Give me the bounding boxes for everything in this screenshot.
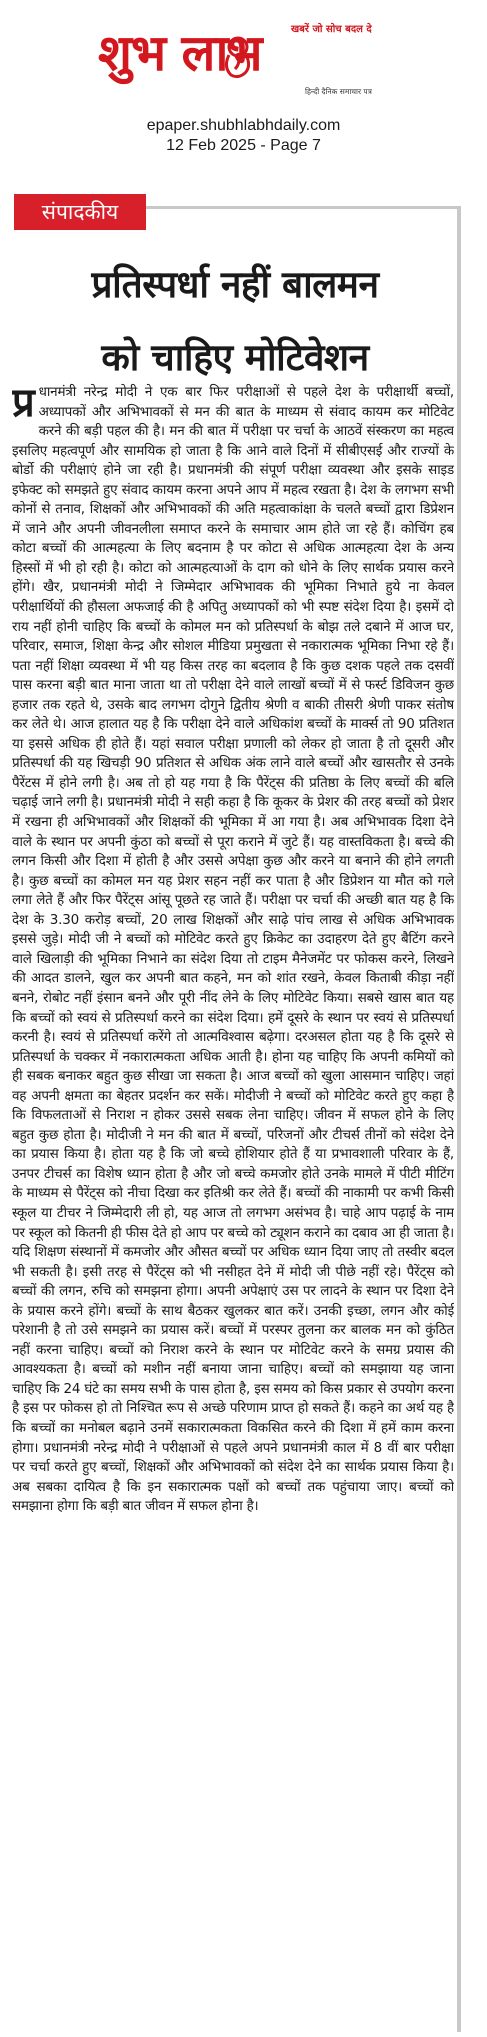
article-body <box>12 383 454 2028</box>
logo-subline: हिन्दी दैनिक समाचार पत्र <box>305 87 372 96</box>
section-divider <box>146 206 460 209</box>
article-body-text: धानमंत्री नरेन्द्र मोदी ने एक बार फिर परीक्षाओं से पहले देश के परीक्षार्थी बच्चों, अध्यापकों और अभिभावकों से मन की बात के माध्यम से संवाद कायम कर मोटिवेट करने की बड़ी पहल की है। मन की बात में परीक्षा पर चर्चा के आठवें संस्करण का महत्व इसलिए महत्वपूर्ण और सामयिक हो जाता है कि आने वाले दिनों में सीबीएसई और राज्यों के बोर्डो की परीक्षाएं होने जा रही है। प्रधानमंत्री की संपूर्ण परीक्षा व्यवस्था और इसके साइड इफेक्ट को समझते हुए संवाद कायम करना अपने आप में महत्व रखता है। देश के लगभग सभी कोनों से तनाव, शिक्षकों और अभिभावकों की अति महत्वाकांक्षा के चलते बच्चों द्वारा डिप्रेशन में जाने और अपनी जीवनलीला समाप्त करने के समाचार आम होते जा रहे हैं। कोचिंग हब कोटा बच्चों की आत्महत्या के लिए बदनाम है पर कोटा से अधिक आत्महत्या देश के अन्य हिस्सों में भी हो रही है। कोटा को आत्महत्याओं के दाग को धोने के लिए सार्थक प्रयास करने होंगे। खैर, प्रधानमंत्री मोदी ने जिम्मेदार अभिभावक की भूमिका निभाते हुये ना केवल परीक्षार्थियों की हौसला अफजाई की है अपितु अध्यापकों को भी स्पष्ट संदेश दिया है। इसमें दो राय नहीं होनी चाहिए कि बच्चों के कोमल मन को प्रतिस्पर्धा के बोझ तले दबाने में आज घर, परिवार, समाज, शिक्षा केन्द्र और सोशल मीडिया प्रमुखता से नकारात्मक भूमिका निभा रहे हैं। पता नहीं शिक्षा व्यवस्था में भी यह किस तरह का बदलाव है कि कुछ दशक पहले तक दसवीं पास करना बड़ी बात माना जाता था तो परीक्षा देने वाले लाखों बच्चों में से फर्स्ट डिविजन कुछ हजार तक रहते थे, उसके बाद लगभग दोगुने द्वितीय श्रेणी व बाकी तीसरी श्रेणी पाकर संतोष कर लेते थे। आज हालात यह है कि परीक्षा देने वाले अधिकांश बच्चों के मार्क्स तो 90 प्रतिशत या इससे अधिक ही होते हैं। यहां सवाल परीक्षा प्रणाली को लेकर हो जाता है तो दूसरी और प्रतिस्पर्धा की यह खिचड़ी 90 प्रतिशत से अधिक अंक लाने वाले बच्चों और खासतौर से उनके पैरेंटस में होने लगी है। अब तो हो यह गया है कि पैरेंट्स की प्रतिष्ठा के लिए बच्चों की बलि चढ़ाई जाने लगी है। प्रधानमंत्री मोदी ने सही कहा है कि कूकर के प्रेशर की तरह बच्चों को प्रेशर में रखना ही अभिभावकों और शिक्षकों की भूमिका में आ गया है। अब अभिभावक दिशा देने वाले के स्थान पर अपनी कुंठा को बच्चों से पूरा कराने में जुटे हैं। यह वास्तविकता है। बच्चे की लगन किसी और दिशा में होती है और उससे अपेक्षा कुछ और करने या बनाने की होने लगती है। कुछ बच्चों का कोमल मन यह प्रेशर सहन नहीं कर पाता है और डिप्रेशन या मौत को गले लगा लेते हैं और फिर पैरेंट्स आंसू पूछते रह जाते हैं। परीक्षा पर चर्चा की अच्छी बात यह है कि देश के 3.30 करोड़ बच्चों, 20 लाख शिक्षकों और साढ़े पांच लाख से अधिक अभिभावक इससे जुड़े। मोदी जी ने बच्चों को मोटिवेट करते हुए क्रिकेट का उदाहरण देते हुए बैटिंग करने वाले खिलाड़ी की भूमिका निभाने का संदेश दिया तो टाइम मैनेजमेंट पर फोकस करने, लिखने की आदत डालने, खुल कर अपनी बात कहने, मन को शांत रखने, केवल किताबी कीड़ा नहीं बनने, रोबोट नहीं इंसान बनने और पूरी नींद लेने के लिए मोटिवेट किया। सबसे खास बात यह कि बच्चों को स्वयं से प्रतिस्पर्धा करने का संदेश दिया। हमें दूसरे के स्थान पर स्वयं से प्रतिस्पर्धा करनी है। स्वयं से प्रतिस्पर्धा करेंगे तो आत्मविश्वास बढ़ेगा। दरअसल होता यह है कि दूसरे से प्रतिस्पर्धा के चक्कर में नकारात्मकता अधिक आती है। होना यह चाहिए कि अपनी कमियों को ही सबक बनाकर बहुत कुछ सीखा जा सकता है। आज बच्चों को खुला आसमान चाहिए। जहां वह अपनी क्षमता का बेहतर प्रदर्शन कर सकें। मोदीजी ने बच्चों को मोटिवेट करते हुए कहा है कि विफलताओं से निराश न होकर उससे सबक लेना चाहिए। जीवन में सफल होने के लिए बहुत कुछ होता है। मोदीजी ने मन की बात में बच्चों, परिजनों और टीचर्स तीनों को संदेश देने का प्रयास किया है। होता यह है कि जो बच्चे होशियार होते हैं या प्रभावशाली परिवार के हैं, उनपर टीचर्स का विशेष ध्यान होता है और जो बच्चे कमजोर होते उनके मामले में पीटी मीटिंग के माध्यम से पैरेंट्स को नीचा दिखा कर इतिश्री कर लेते हैं। बच्चों की नाकामी पर कभी किसी स्कूल या टीचर ने जिम्मेदारी ली हो, यह आज तो लगभग असंभव है। चाहे आप पढ़ाई के नाम पर स्कूल को कितनी ही फीस देते हो आप पर बच्चे को ट्यूशन कराने का दबाव आ ही जाता है। यदि शिक्षण संस्थानों में कमजोर और औसत बच्चों पर अधिक ध्यान दिया जाए तो तस्वीर बदल भी सकती है। इसी तरह से पैरेंट्स को भी नसीहत देने में मोदी जी पीछे नहीं रहे। पैरेंट्स को बच्चों की लगन, रुचि को समझना होगा। अपनी अपेक्षाएं उस पर लादने के स्थान पर दिशा देने के प्रयास करने होंगे। बच्चों के साथ बैठकर खुलकर बात करें। उनकी इच्छा, लगन और कोई परेशानी है तो उसे समझने का प्रयास करें। बच्चों में परस्पर तुलना कर बालक मन को कुंठित नहीं करना चाहिए। बच्चों को निराश करने के स्थान पर मोटिवेट करने के समग्र प्रयास की आवश्यकता है। बच्चों को मशीन नहीं बनाया जाना चाहिए। बच्चों को समझाया यह जाना चाहिए कि 24 घंटे का समय सभी के पास होता है, इस समय को किस प्रकार से उपयोग करना है इस पर फोकस हो तो निश्चित रूप से अच्छे परिणाम प्राप्त हो सकते हैं। कहने का अर्थ यह है कि बच्चों का मनोबल बढ़ाने उनमें सकारात्मकता विकसित करने की दिशा में हमें काम करना होगा। प्रधानमंत्री नरेन्द्र मोदी ने परीक्षाओं से पहले अपने प्रधानमंत्री काल में 8 वीं बार परीक्षा पर चर्चा करते हुए बच्चों, शिक्षकों और अभिभावकों को संदेश देने का सार्थक प्रयास किया है। अब सबका दायित्व है कि इन सकारात्मक पक्षों को बच्चों तक पहुंचाया जाए। बच्चों को समझाना होगा कि बड़ी बात जीवन में सफल होना है। <box>12 384 454 1515</box>
logo-tagline: खबरें जो सोच बदल दे <box>291 24 372 35</box>
section-header <box>14 194 460 230</box>
article-dropcap: प्र <box>12 383 35 426</box>
ganesha-emblem-icon <box>219 33 257 79</box>
logo-wordmark: शुभ लाभ <box>98 24 262 82</box>
headline-line-1: प्रतिस्पर्धा नहीं बालमन <box>91 263 379 306</box>
headline-line-2: को चाहिए मोटिवेशन <box>101 336 369 379</box>
column-rule <box>457 206 461 2032</box>
article-headline <box>12 248 458 394</box>
source-date-page: 12 Feb 2025 - Page 7 <box>166 137 321 154</box>
section-label: संपादकीय <box>14 194 146 230</box>
masthead-logo <box>95 7 392 96</box>
source-url: epaper.shubhlabhdaily.com <box>146 117 341 134</box>
